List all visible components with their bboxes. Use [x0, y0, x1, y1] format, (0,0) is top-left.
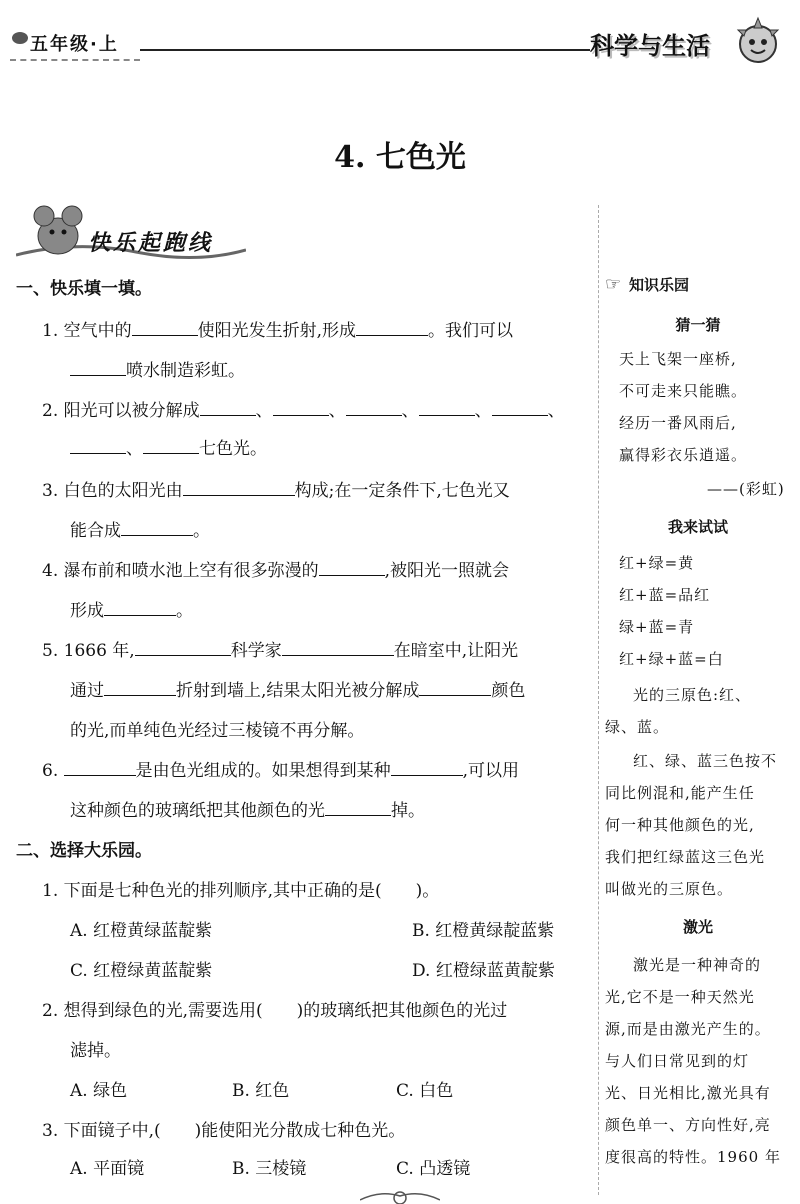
q4-text-a: 瀑布前和喷水池上空有很多弥漫的 — [63, 561, 319, 581]
q5-text-e: 折射到墙上,结果太阳光被分解成 — [176, 681, 420, 701]
primary-line: 我们把红绿蓝这三色光 — [605, 848, 766, 866]
q1-line2 — [70, 356, 245, 381]
sidebar-heading: 知识乐园 — [629, 276, 690, 294]
laser-line: 激光是一种神奇的 — [633, 956, 762, 974]
q4-text-d: 。 — [176, 601, 193, 621]
mc3-option-a[interactable]: A. 平面镜 — [70, 1159, 145, 1179]
mc2-option-c[interactable]: C. 白色 — [396, 1081, 454, 1101]
grade-label: 五年级·上 — [30, 34, 119, 55]
laser-line: 光、日光相比,激光具有 — [605, 1084, 771, 1102]
q5-text-b: 科学家 — [230, 641, 282, 661]
q6-text-b: ,可以用 — [462, 761, 520, 781]
mc2-stem — [42, 996, 507, 1021]
riddle-line: 赢得彩衣乐逍遥。 — [619, 446, 748, 464]
book-title: 科学与生活 — [590, 32, 710, 60]
q3-blank-1[interactable] — [183, 481, 295, 496]
q2-number: 2. — [42, 401, 59, 421]
mc2-stem-text: 想得到绿色的光,需要选用( )的玻璃纸把其他颜色的光过 — [63, 1001, 508, 1021]
q4-text-b: ,被阳光一照就会 — [384, 561, 510, 581]
mc1-option-c[interactable]: C. 红橙绿黄蓝靛紫 — [70, 961, 213, 981]
q2-line2 — [70, 434, 267, 459]
q3-text-a: 白色的太阳光由 — [63, 481, 183, 501]
q2-line1 — [42, 396, 565, 421]
q5-text-a: 1666 年, — [63, 641, 135, 661]
q2-sep: 、 — [547, 401, 565, 421]
q2-blank-3[interactable] — [346, 401, 402, 416]
laser-line: 颜色单一、方向性好,亮 — [605, 1116, 771, 1134]
header-dashed-rule — [10, 59, 140, 61]
q1-number: 1. — [42, 321, 59, 341]
q5-blank-4[interactable] — [419, 681, 491, 696]
part1-heading: 一、快乐填一填。 — [16, 279, 152, 299]
header-rule — [140, 49, 590, 51]
q2-text-a: 阳光可以被分解成 — [63, 401, 200, 421]
q4-blank-1[interactable] — [319, 561, 385, 576]
try-title: 我来试试 — [667, 518, 728, 536]
mouse-head-icon — [12, 32, 28, 44]
riddle-line: 不可走来只能瞧。 — [619, 382, 748, 400]
mc3-stem-text: 下面镜子中,( )能使阳光分散成七种色光。 — [63, 1121, 406, 1141]
pointing-hand-icon: ☞ — [605, 274, 622, 295]
q6-line2 — [70, 796, 425, 821]
primary-line: 绿、蓝。 — [605, 718, 670, 736]
primary-line: 光的三原色:红、 — [633, 686, 752, 704]
q6-blank-1[interactable] — [64, 761, 136, 776]
riddle-line: 经历一番风雨后, — [619, 414, 737, 432]
mix-line: 绿+蓝=青 — [619, 618, 695, 636]
q4-line2 — [70, 596, 193, 621]
q2-sep: 、 — [474, 401, 492, 421]
mc3-option-b[interactable]: B. 三棱镜 — [232, 1159, 307, 1179]
q2-blank-7[interactable] — [143, 439, 199, 454]
q6-blank-2[interactable] — [391, 761, 463, 776]
mc2-number: 2. — [42, 1001, 59, 1021]
q5-line1 — [42, 636, 518, 661]
laser-line: 度很高的特性。1960 年 — [605, 1148, 781, 1166]
laser-title: 激光 — [682, 918, 713, 936]
q3-text-d: 。 — [193, 521, 210, 541]
primary-line: 红、绿、蓝三色按不 — [633, 752, 778, 770]
q6-text-a: 是由色光组成的。如果想得到某种 — [135, 761, 391, 781]
q6-line1 — [42, 756, 519, 781]
mc3-option-c[interactable]: C. 凸透镜 — [396, 1159, 471, 1179]
q6-number: 6. — [42, 761, 59, 781]
q2-blank-1[interactable] — [200, 401, 256, 416]
section-badge-title: 快乐起跑线 — [88, 231, 214, 256]
star-mascot-icon — [732, 16, 784, 68]
q2-blank-6[interactable] — [70, 439, 126, 454]
q2-sep: 、 — [255, 401, 273, 421]
laser-line: 与人们日常见到的灯 — [605, 1052, 750, 1070]
q3-line1 — [42, 476, 510, 501]
q1-blank-3[interactable] — [70, 361, 126, 376]
mc2-option-a[interactable]: A. 绿色 — [70, 1081, 128, 1101]
q1-text-a: 空气中的 — [63, 321, 132, 341]
mc2-option-b[interactable]: B. 红色 — [232, 1081, 290, 1101]
q4-blank-2[interactable] — [104, 601, 176, 616]
q6-text-d: 掉。 — [391, 801, 425, 821]
q4-line1 — [42, 556, 509, 581]
mix-line: 红+绿+蓝=白 — [619, 650, 724, 668]
q6-text-c: 这种颜色的玻璃纸把其他颜色的光 — [70, 801, 325, 821]
q4-number: 4. — [42, 561, 59, 581]
q2-sep: 、 — [328, 401, 346, 421]
q1-text-b: 使阳光发生折射,形成 — [197, 321, 357, 341]
primary-line: 何一种其他颜色的光, — [605, 816, 755, 834]
q2-text-end: 七色光。 — [199, 439, 267, 459]
mc1-option-a[interactable]: A. 红橙黄绿蓝靛紫 — [70, 921, 213, 941]
primary-line: 同比例混和,能产生任 — [605, 784, 755, 802]
page-number-ornament-icon — [360, 1188, 440, 1204]
q5-text-f: 颜色 — [491, 681, 526, 701]
q5-number: 5. — [42, 641, 59, 661]
q2-blank-2[interactable] — [273, 401, 329, 416]
q1-text-c: 。我们可以 — [428, 321, 514, 341]
column-divider — [598, 205, 599, 1195]
mc1-option-d[interactable]: D. 红橙绿蓝黄靛紫 — [412, 961, 555, 981]
mc1-number: 1. — [42, 881, 59, 901]
mc1-stem-text: 下面是七种色光的排列顺序,其中正确的是( )。 — [63, 881, 440, 901]
mix-line: 红+绿=黄 — [619, 554, 695, 572]
q4-text-c: 形成 — [70, 601, 104, 621]
q5-line3: 的光,而单纯色光经过三棱镜不再分解。 — [70, 721, 365, 741]
q5-blank-2[interactable] — [282, 641, 394, 656]
q5-text-c: 在暗室中,让阳光 — [393, 641, 519, 661]
q1-text-d: 喷水制造彩虹。 — [126, 361, 245, 381]
laser-line: 光,它不是一种天然光 — [605, 988, 755, 1006]
mc2-stem-line2: 滤掉。 — [70, 1041, 121, 1061]
q2-sep: 、 — [126, 439, 143, 459]
q1-blank-1[interactable] — [132, 321, 198, 336]
q3-text-b: 构成;在一定条件下,七色光又 — [294, 481, 510, 501]
laser-line: 源,而是由激光产生的。 — [605, 1020, 771, 1038]
page-header — [0, 14, 800, 74]
q3-text-c: 能合成 — [70, 521, 121, 541]
riddle-title: 猜一猜 — [675, 316, 721, 334]
q1-line1 — [42, 316, 513, 341]
q3-line2 — [70, 516, 210, 541]
q2-blank-5[interactable] — [492, 401, 548, 416]
q2-blank-4[interactable] — [419, 401, 475, 416]
mc1-option-b[interactable]: B. 红橙黄绿靛蓝紫 — [412, 921, 555, 941]
mc3-number: 3. — [42, 1121, 59, 1141]
primary-line: 叫做光的三原色。 — [605, 880, 734, 898]
mc1-stem — [42, 876, 439, 901]
mc3-stem — [42, 1116, 405, 1141]
q3-blank-2[interactable] — [121, 521, 193, 536]
lesson-title: 4. 七色光 — [334, 140, 466, 175]
riddle-answer: ——(彩虹) — [707, 480, 785, 498]
q5-text-d: 通过 — [70, 681, 104, 701]
q5-blank-3[interactable] — [104, 681, 176, 696]
q6-blank-3[interactable] — [325, 801, 391, 816]
q1-blank-2[interactable] — [356, 321, 428, 336]
q3-number: 3. — [42, 481, 59, 501]
q2-sep: 、 — [401, 401, 419, 421]
part2-heading: 二、选择大乐园。 — [16, 841, 152, 861]
riddle-line: 天上飞架一座桥, — [619, 350, 737, 368]
mix-line: 红+蓝=品红 — [619, 586, 711, 604]
q5-line2 — [70, 676, 525, 701]
q5-blank-1[interactable] — [135, 641, 231, 656]
